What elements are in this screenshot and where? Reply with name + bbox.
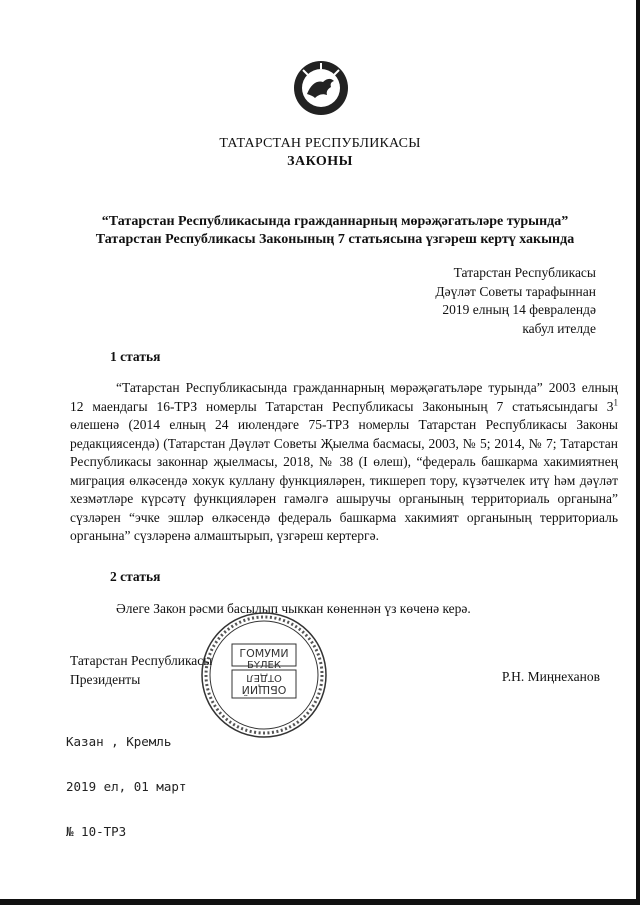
- signature-name: Р.Н. Миңнеханов: [501, 669, 600, 684]
- adoption-line3: 2019 елның 14 февралендә: [442, 302, 596, 317]
- article1-heading: 1 статья: [110, 349, 161, 364]
- law-subject-line1: “Татарстан Республикасында гражданнарның мөрәҗәгатьләре турында”: [101, 214, 569, 229]
- adoption-line1: Татарстан Республикасы: [453, 265, 596, 280]
- stamp-line3: ОБЩИЙ: [241, 683, 287, 696]
- article1-text-b: өлешенә (2014 елның 24 июлендәге 75-ТРЗ номерлы Татарстан Республикасы Законы редакциясендә) (Татарстан Дәүләт Советы Җыелма басмасы, 2003, № 5; 2014, № 7; Татарстан Республикасы законнар җыелмасы, 2018, № 38 (I өлеш), “федераль башкарма хакимиятнең миграция өлкәсендә хокук куллану функцияләрен, тикшереп тору, күзәтчелек итү һәм дәүләт хезмәтләре күрсәтү функцияләрен гамәлгә ашыручы органының территориаль органына” сүзләрен “эчке эшләр өлкәсендә федераль башкарма хакимият органының территориаль органына” сүзләренә алмаштырып, үзгәреш кертергә.: [70, 417, 618, 543]
- scan-edge-bottom: [0, 899, 640, 905]
- office-stamp: [199, 610, 329, 740]
- article2-text: Әлеге Закон рәсми басылып чыккан көненнән үз көченә керә.: [116, 601, 471, 616]
- article2-heading: 2 статья: [110, 569, 161, 584]
- stamp-line4: ОТДЕЛ: [246, 672, 282, 683]
- law-subject-line2: Татарстан Республикасы Законының 7 статьясына үзгәреш кертү хакында: [95, 232, 575, 247]
- place-line3: № 10-ТРЗ: [66, 824, 127, 839]
- article1-superscript: 1: [613, 397, 618, 407]
- article1-text: [70, 379, 618, 546]
- adoption-note: [435, 264, 596, 338]
- article1-text-a: “Татарстан Республикасында гражданнарның мөрәҗәгатьләре турында” 2003 елның 12 маендагы 16-ТРЗ номерлы Татарстан Республикасы Законының 7 статьясындагы 3: [70, 380, 618, 414]
- law-heading: ЗАКОНЫ: [287, 154, 353, 169]
- tatarstan-emblem: [293, 60, 349, 116]
- signature-title-line2: Президенты: [70, 671, 141, 687]
- law-subject: [70, 213, 600, 249]
- adoption-line2: Дәүләт Советы тарафыннан: [435, 283, 596, 299]
- republic-heading: ТАТАРСТАН РЕСПУБЛИКАСЫ: [219, 136, 421, 151]
- place-line2: 2019 ел, 01 март: [66, 779, 187, 794]
- place-line1: Казан , Кремль: [66, 734, 172, 749]
- signature-title-line1: Татарстан Республикасы: [70, 653, 213, 668]
- adoption-line4: кабул ителде: [522, 320, 596, 336]
- stamp-line1: ГОМУМИ: [239, 647, 289, 660]
- stamp-line2: БҮЛЕК: [247, 660, 281, 671]
- place-date-number: [66, 704, 186, 854]
- signature-title: [70, 652, 212, 689]
